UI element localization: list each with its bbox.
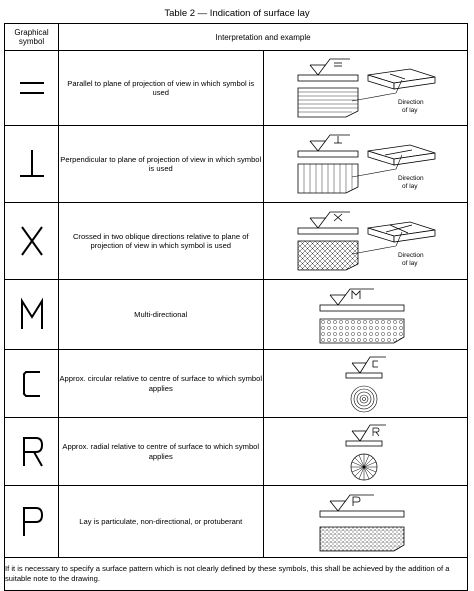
- particulate-lay-example: [290, 489, 440, 555]
- table-row: [5, 280, 468, 350]
- table-caption: Table 2 — Indication of surface lay: [164, 8, 310, 19]
- circular-lay-example: [290, 353, 440, 415]
- example-cell: [263, 418, 468, 486]
- table-row: [5, 51, 468, 126]
- example-cell: [263, 280, 468, 350]
- symbol-cell: [5, 126, 59, 203]
- example-cell: [263, 203, 468, 280]
- symbol-cell: [5, 350, 59, 418]
- perpendicular-lay-example: [290, 129, 440, 199]
- svg-text:Direction: Direction: [398, 99, 424, 106]
- header-row: [5, 24, 468, 51]
- interpretation-text: Parallel to plane of projection of view in which symbol is used: [59, 51, 264, 126]
- perpendicular-lay-symbol: [12, 144, 52, 184]
- multidirectional-lay-symbol: [12, 295, 52, 335]
- radial-lay-example: [290, 421, 440, 483]
- example-cell: [263, 126, 468, 203]
- interpretation-text: Crossed in two oblique directions relative to plane of projection of view in which symbol is used: [59, 203, 264, 280]
- interpretation-text: Multi-directional: [59, 280, 264, 350]
- note-row: [5, 558, 468, 591]
- svg-text:Direction: Direction: [398, 252, 424, 259]
- symbol-cell: [5, 486, 59, 558]
- symbol-cell: [5, 203, 59, 280]
- svg-text:of lay: of lay: [402, 107, 418, 114]
- table-row: [5, 418, 468, 486]
- symbol-cell: [5, 280, 59, 350]
- example-cell: [263, 51, 468, 126]
- table-row: [5, 203, 468, 280]
- table-row: [5, 486, 468, 558]
- header-symbol: Graphical symbol: [5, 24, 59, 51]
- interpretation-text: Approx. radial relative to centre of surface to which symbol applies: [59, 418, 264, 486]
- svg-text:Direction: Direction: [398, 175, 424, 182]
- example-cell: [263, 350, 468, 418]
- symbol-cell: [5, 418, 59, 486]
- parallel-lay-symbol: [12, 68, 52, 108]
- interpretation-text: Approx. circular relative to centre of surface to which symbol applies: [59, 350, 264, 418]
- table-row: [5, 126, 468, 203]
- radial-lay-symbol: [12, 432, 52, 472]
- circular-lay-symbol: [12, 364, 52, 404]
- crossed-lay-symbol: [12, 221, 52, 261]
- multidirectional-lay-example: [290, 283, 440, 347]
- symbol-cell: [5, 51, 59, 126]
- svg-text:of lay: of lay: [402, 260, 418, 267]
- surface-lay-table: [4, 23, 468, 591]
- interpretation-text: Lay is particulate, non-directional, or protuberant: [59, 486, 264, 558]
- crossed-lay-example: [290, 206, 440, 276]
- table-row: [5, 350, 468, 418]
- example-cell: [263, 486, 468, 558]
- particulate-lay-symbol: [12, 502, 52, 542]
- parallel-lay-example: [290, 53, 440, 123]
- svg-text:of lay: of lay: [402, 183, 418, 190]
- interpretation-text: Perpendicular to plane of projection of view in which symbol is used: [59, 126, 264, 203]
- header-interpretation: Interpretation and example: [59, 24, 468, 51]
- table-note: If it is necessary to specify a surface pattern which is not clearly defined by these symbols, this shall be achieved by the addition of a suitable note to the drawing.: [5, 558, 468, 591]
